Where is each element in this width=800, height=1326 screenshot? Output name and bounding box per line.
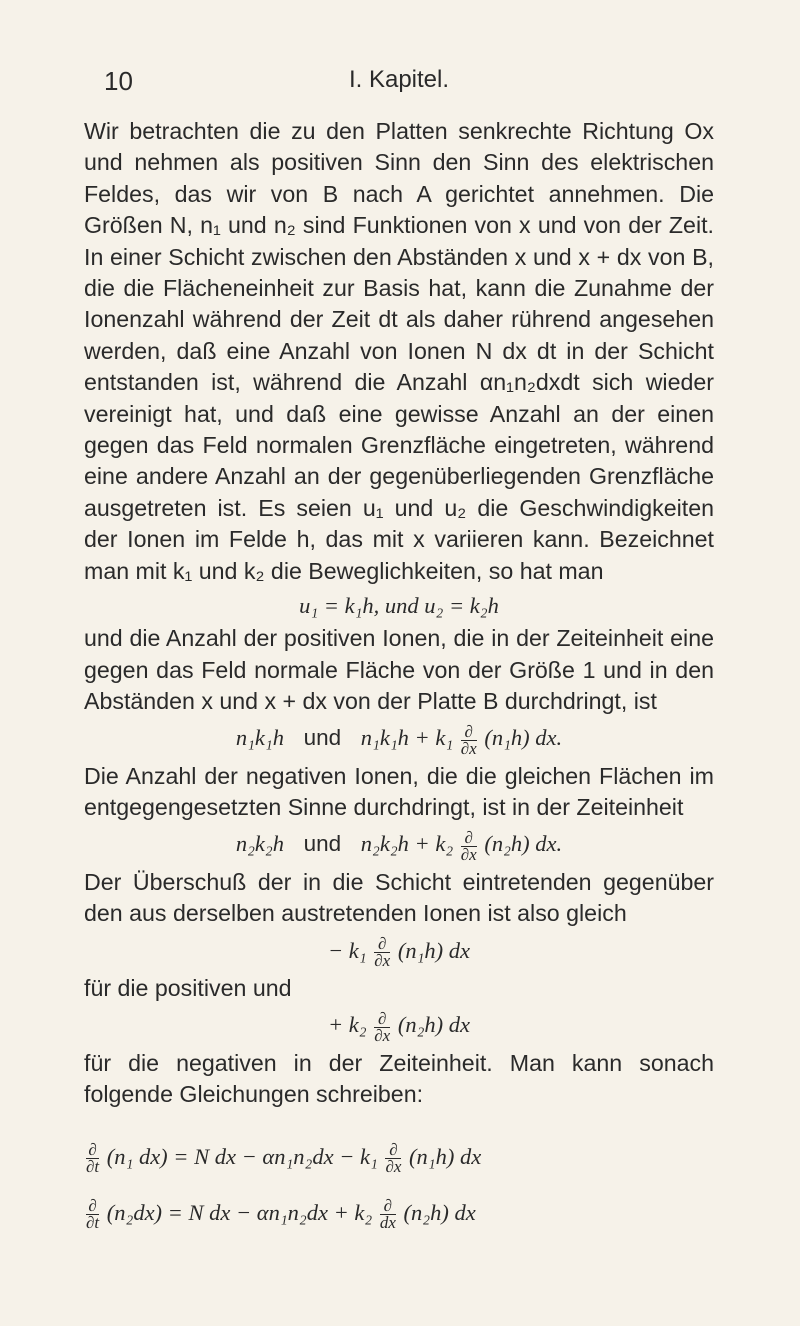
equation-system [84,1129,714,1241]
partial-denominator: ∂t [86,1212,100,1232]
partial-derivative [460,827,477,864]
equation-term: (n₂dx) = N dx − αn₁n₂dx + k₂ [106,1199,373,1225]
formula-term: n₁k₁h [235,725,284,751]
partial-numerator: ∂ [86,1198,99,1215]
page-number: 10 [104,66,133,96]
page-header [84,58,714,98]
partial-numerator: ∂ [86,1142,99,1159]
partial-denominator: dx [379,1212,396,1232]
partial-derivative [374,1008,391,1045]
equation-1 [84,1129,714,1185]
partial-denominator: ∂t [86,1156,100,1176]
partial-numerator: ∂ [461,830,477,847]
formula-velocities: u₁ = k₁h, und u₂ = k₂h [299,593,499,619]
running-title: I. Kapitel. [348,66,450,93]
paragraph-4: Der Überschuß der in die Schicht eintretenden gegenüber den aus derselben austretenden Ionen ist also gleich [84,868,714,927]
equation-term: (n₂h) dx [403,1199,476,1225]
partial-derivative [374,933,391,970]
formula-term: (n₁h) dx [397,937,470,963]
paragraph-3: Die Anzahl der negativen Ionen, die die gleichen Flächen im entgegengesetzten Sinne durchdringt, ist in der Zeiteinheit [84,762,714,821]
formula-term: (n₂h) dx. [484,831,563,857]
formula-connector: und [303,831,342,857]
partial-denominator: ∂x [374,950,391,970]
partial-denominator: ∂x [385,1156,402,1176]
formula-term: n₂k₂h [235,831,284,857]
paragraph-2: und die Anzahl der positiven Ionen, die in der Zeiteinheit eine gegen das Feld normale Fläche von der Größe 1 und in den Abständen x und x + dx von der Platte B durchdringt, ist [84,625,714,714]
partial-numerator: ∂ [374,1011,390,1028]
paragraph-5: für die positiven und [84,974,292,1001]
formula-term: (n₂h) dx [397,1012,470,1038]
formula-term: − k₁ [328,937,367,963]
partial-derivative [460,721,477,758]
partial-denominator: ∂x [460,844,477,864]
formula-connector: und [303,725,342,751]
formula-term: (n₁h) dx. [484,725,563,751]
equation-term: (n₁ dx) = N dx − αn₁n₂dx − k₁ [106,1143,378,1169]
partial-numerator: ∂ [385,1142,401,1159]
partial-denominator: ∂x [374,1025,391,1045]
equation-2 [84,1185,714,1241]
formula-positive-excess [84,933,714,970]
partial-derivative [385,1139,402,1176]
partial-numerator: ∂ [380,1198,396,1215]
partial-derivative [86,1139,100,1176]
paragraph-1: Wir betrachten die zu den Platten senkrechte Richtung Ox und nehmen als positiven Sinn den Sinn des elektrischen Feldes, das wir von B nach A gerichtet annehmen. Die Größen N, n₁ und n₂ sind Funktionen von x und von der Zeit. In einer Schicht zwischen den Abständen x und x + dx von B, die die Flächeneinheit zur Basis hat, kann die Zunahme der Ionenzahl während der Zeit dt als daher rührend angesehen werden, daß eine Anzahl von Ionen N dx dt in der Schicht entstanden ist, während die Anzahl αn₁n₂dxdt sich wieder vereinigt hat, und daß eine gewisse Anzahl an der einen gegen das Feld normalen Grenzfläche eingetreten, während eine andere Anzahl an der gegenüberliegenden Grenzfläche ausgetreten ist. Es seien u₁ und u₂ die Geschwindigkeiten der Ionen im Felde h, das mit x variieren kann. Bezeichnet man mit k₁ und k₂ die Beweglichkeiten, so hat man [84,118,714,584]
formula-term: + k₂ [328,1012,367,1038]
formula-term: n₂k₂h + k₂ [360,831,454,857]
formula-negative-excess [84,1010,714,1043]
partial-derivative [86,1195,100,1232]
partial-numerator: ∂ [461,724,477,741]
paragraph-6: für die negativen in der Zeiteinheit. Man kann sonach folgende Gleichungen schreiben: [84,1049,714,1108]
partial-denominator: ∂x [460,738,477,758]
formula-term: n₁k₁h + k₁ [360,725,454,751]
partial-numerator: ∂ [374,936,390,953]
formula-negative-ions [84,829,714,862]
page-body [84,116,714,1241]
formula-positive-ions [84,723,714,756]
partial-derivative [379,1195,396,1232]
equation-term: (n₁h) dx [409,1143,482,1169]
